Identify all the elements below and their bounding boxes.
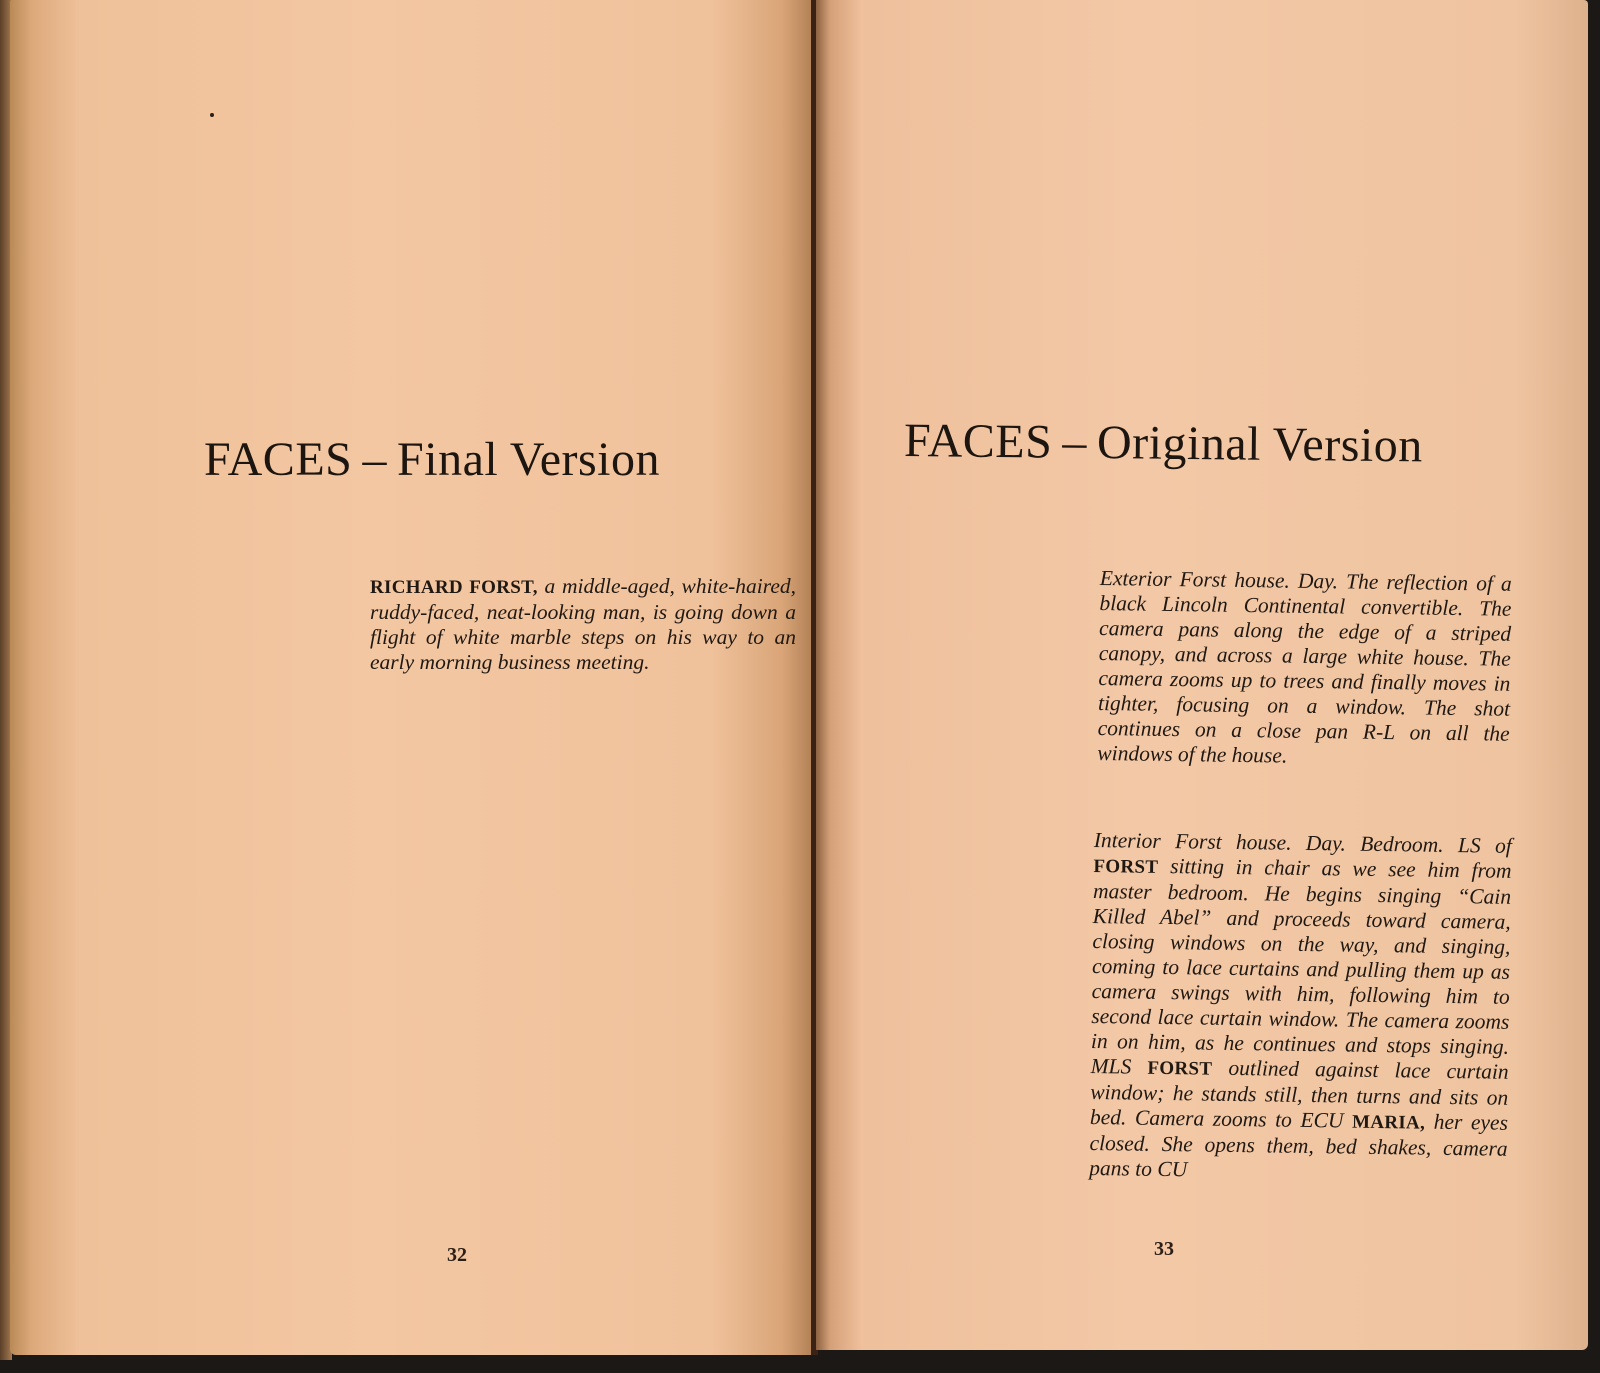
left-page-title: FACES – Final Version: [204, 433, 660, 486]
paragraph-text: Interior Forst house. Day. Bedroom. LS of: [1093, 828, 1512, 858]
left-page: [10, 0, 816, 1355]
right-page-number: 33: [1154, 1238, 1174, 1260]
right-page-paragraph-1: Exterior Forst house. Day. The reflection of a black Lincoln Continental convertible. The camera pans along the edge of a striped canopy, and across a large white house. The camera zooms up to trees and finally moves in tighter, focusing on a window. The shot continues on a close pan R-L on all the windows of the house.: [1097, 566, 1512, 768]
character-name: RICHARD FORST,: [370, 577, 538, 598]
character-name-forst: FORST: [1147, 1057, 1213, 1080]
left-page-number: 32: [447, 1244, 467, 1266]
right-page: [816, 0, 1588, 1350]
paragraph-text: a middle-aged, white-haired, ruddy-faced, neat-looking man, is going down a flight of white marble steps on his way to an early morning business meeting.: [370, 574, 797, 674]
left-page-paragraph: [370, 574, 796, 675]
ink-speck: [210, 113, 214, 117]
character-name-forst: FORST: [1093, 855, 1159, 878]
paragraph-text: her eyes closed. She opens them, bed shakes, camera pans to CU: [1089, 1109, 1509, 1182]
right-page-paragraph-2: [1089, 828, 1512, 1187]
right-page-title: FACES – Original Version: [903, 414, 1424, 473]
paragraph-text: outlined against lace curtain window; he stands still, then turns and sits on bed. Camera zooms to ECU: [1089, 1055, 1509, 1133]
paragraph-text: sitting in chair as we see him from master bedroom. He begins singing “Cain Killed Abel” and proceeds toward camera, closing windows on the way, and singing, coming to lace curtains and pulling them up as camera swings with him, following him to second lace curtain window. The camera zooms in on him, as he continues and stops singing. MLS: [1090, 854, 1512, 1079]
character-name-maria: MARIA,: [1351, 1111, 1426, 1134]
